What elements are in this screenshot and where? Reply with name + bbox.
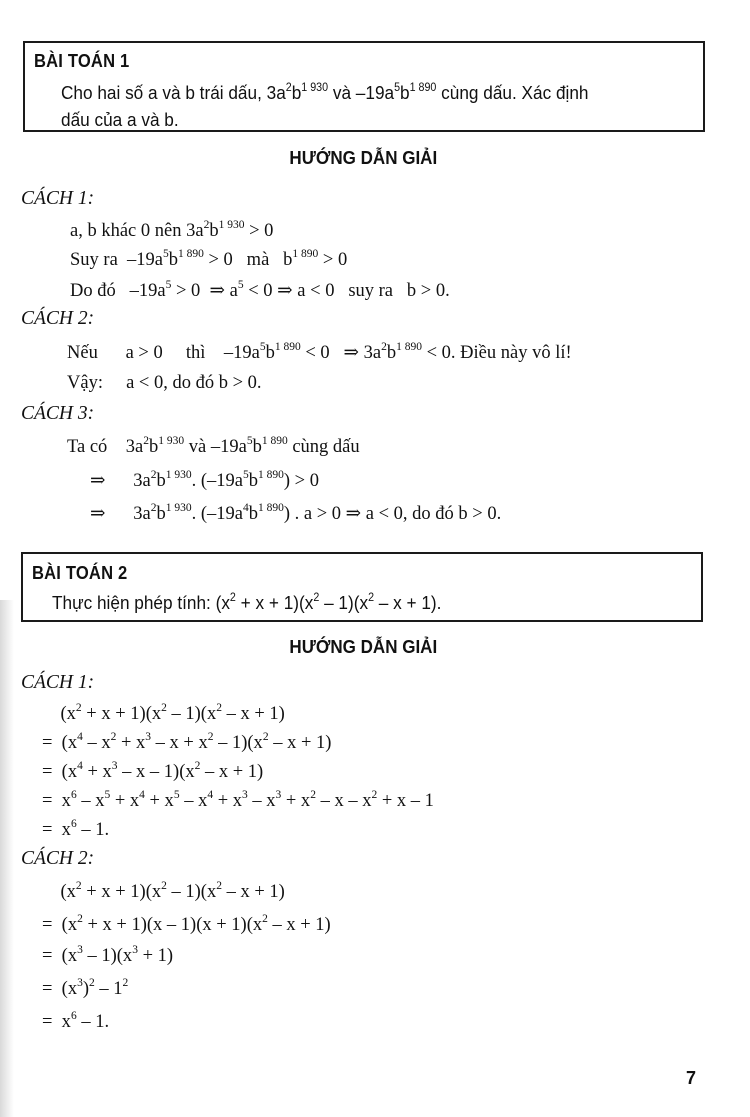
solution-1-method-2-line-2: Vậy: a < 0, do đó b > 0. bbox=[67, 373, 262, 393]
problem-1-statement-line-2: dấu của a và b. bbox=[61, 109, 179, 130]
solution-1-method-1-line-3: Do đó $-19a^5 > 0$ ⇒ $a^5 < 0$ ⇒ a < 0 suy ra b > 0. bbox=[70, 279, 450, 301]
solution-1-method-2-label: CÁCH 2: bbox=[21, 308, 95, 329]
solution-1-method-1-line-2: Suy ra $-19a^5b^{1 890} > 0$ mà $b^{1 890} > 0$ bbox=[70, 248, 348, 270]
solution-1-method-3-line-1: Ta có $3a^2b^{1 930}$ và $-19a^5b^{1 890}$ cùng dấu bbox=[67, 435, 360, 457]
solution-2-method-2-line-5: = $x^6 - 1$. bbox=[42, 1010, 110, 1032]
problem-2-title: BÀI TOÁN 2 bbox=[32, 563, 128, 583]
solution-1-method-3-label: CÁCH 3: bbox=[21, 403, 95, 424]
problem-1-statement-line-1: Cho hai số a và b trái dấu, $3a^2b^{1 930}$ và $-19a^5b^{1 890}$ cùng dấu. Xác định bbox=[61, 82, 589, 103]
solution-1-method-3-line-2: ⇒ $3a^2b^{1 930}$. $(-19a^5b^{1 890}) > 0$ bbox=[90, 469, 319, 491]
solution-2-method-1-line-1: $(x^2 + x + 1)(x^2 - 1)(x^2 - x + 1)$ bbox=[42, 702, 285, 724]
solution-2-method-1-line-3: = $(x^4 + x^3 - x - 1)(x^2 - x + 1)$ bbox=[42, 760, 264, 782]
binding-shadow bbox=[0, 600, 14, 1117]
solution-2-method-1-line-2: = $(x^4 - x^2 + x^3 - x + x^2 - 1)(x^2 - x + 1)$ bbox=[42, 731, 332, 753]
solution-2-method-2-line-3: = $(x^3 - 1)(x^3 + 1)$ bbox=[42, 944, 174, 966]
problem-2-box bbox=[21, 552, 703, 622]
solution-1-method-2-line-1: Nếu a > 0 thì $-19a^5b^{1 890} < 0$ ⇒ $3a^2b^{1 890} < 0$. Điều này vô lí! bbox=[67, 341, 572, 363]
solution-1-heading: HƯỚNG DẪN GIẢI bbox=[289, 147, 437, 168]
solution-2-method-1-label: CÁCH 1: bbox=[21, 672, 95, 693]
problem-1-title: BÀI TOÁN 1 bbox=[34, 51, 130, 71]
solution-1-method-1-label: CÁCH 1: bbox=[21, 188, 95, 209]
problem-2-statement: Thực hiện phép tính: $(x^2 + x + 1)(x^2 - 1)(x^2 - x + 1)$. bbox=[52, 592, 442, 613]
solution-2-method-1-line-5: = $x^6 - 1$. bbox=[42, 818, 110, 840]
page-number: 7 bbox=[686, 1068, 697, 1088]
problem-1-statement bbox=[61, 79, 588, 133]
solution-2-method-2-label: CÁCH 2: bbox=[21, 848, 95, 869]
solution-2-method-2-line-2: = $(x^2 + x + 1)(x - 1)(x + 1)(x^2 - x + 1)$ bbox=[42, 913, 331, 935]
solution-1-method-3-line-3: ⇒ $3a^2b^{1 930}$. $(-19a^4b^{1 890})$ . a > 0 ⇒ a < 0, do đó b > 0. bbox=[90, 502, 502, 524]
solution-2-method-1-line-4: = $x^6 - x^5 + x^4 + x^5 - x^4 + x^3 - x^3 + x^2 - x - x^2 + x - 1$ bbox=[42, 789, 434, 811]
problem-1-box bbox=[23, 41, 705, 132]
solution-2-heading: HƯỚNG DẪN GIẢI bbox=[289, 636, 437, 657]
solution-1-method-1-line-1: a, b khác 0 nên $3a^2b^{1 930} > 0$ bbox=[70, 219, 274, 241]
solution-2-method-2-line-4: = $(x^3)^2 - 1^2$ bbox=[42, 977, 129, 999]
solution-2-method-2-line-1: $(x^2 + x + 1)(x^2 - 1)(x^2 - x + 1)$ bbox=[42, 880, 285, 902]
